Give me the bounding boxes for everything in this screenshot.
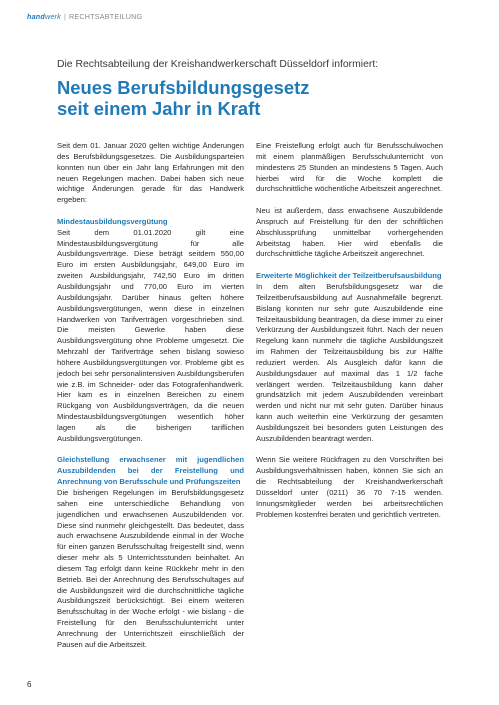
brand-name-light: werk <box>44 12 61 21</box>
section-paragraph-teilzeitberufsausbildung: In dem alten Berufsbildungsgesetz war die Teilzeitberufsausbildung auf Ausnahmefälle begrenzt. Bislang konnten nur sehr gute Auszubildende eine Teilzeitausbildung beantragen, da diese immer zu einer Verkürzung der Ausbildungszeit führt. Nach der neuen Regelung kann nunmehr die tägliche Ausbildungszeit im Rahmen der Teilzeitausbildung bis zur Hälfte reduziert werden. Als Ausgleich dafür kann die Ausbildungsdauer auf maximal das 1 1/2 fache verlängert werden. Teilzeitausbildung kann daher grundsätzlich mit jedem Auszubildenden vereinbart werden und nicht nur mit sehr guten. Darüber hinaus kann auch weiterhin eine Verkürzung der gesamten Ausbildungszeit bei besonders guten Leistungen des Auszubildenden beantragt werden. <box>256 281 443 443</box>
header-separator: | <box>63 12 67 21</box>
section-heading-teilzeitberufsausbildung: Erweiterte Möglichkeit der Teilzeitberufsausbildung <box>256 271 442 281</box>
section-paragraph-berufsschulwochen: Eine Freistellung erfolgt auch für Berufsschulwochen mit einem planmäßigen Berufsschulunterricht von mindestens 25 Stunden an mindestens 5 Tagen. Auch hierbei wird für die Woche komplett die durchschnittliche wöchentliche Arbeitszeit angerechnet. <box>256 141 443 194</box>
brand-name-bold: hand <box>27 12 45 21</box>
running-header <box>27 12 142 21</box>
section-paragraph-mindestausbildungsverguetung: Seit dem 01.01.2020 gilt eine Mindestausbildungsvergütung für alle Ausbildungsverträge. Diese beträgt seitdem 550,00 Euro im ersten Ausbildungsjahr, 649,00 Euro im zweiten Ausbildungsjahr, 742,50 Euro im dritten Ausbildungsjahr und 770,00 Euro im vierten Ausbildungsjahr. Darüber hinaus gelten höhere Ausbildungsvergütungen, wenn diese in einzelnen Handwerken von Tarifverträgen vorgeschrieben sind. Die meisten Gewerke haben diese Ausbildungsvergütung ohne Probleme umgesetzt. Die Mehrzahl der Tarifverträge sehen bislang sowieso höhere Ausbildungsvergütungen vor. Probleme gibt es jedoch bei sehr personalintensiven Ausbildungsberufen wie z.B. im Schneider- oder das Fotografenhandwerk. Hier kam es in einzelnen Bereichen zu einem Rückgang von Ausbildungsverträgen, da die neuen Mindestausbildungsvergütungen wesentlich höher lagen als die bisherigen tariflichen Ausbildungsvergütungen. <box>57 227 244 443</box>
section-heading-mindestausbildungsverguetung: Mindestausbildungsvergütung <box>57 216 168 226</box>
closing-paragraph: Wenn Sie weitere Rückfragen zu den Vorschriften bei Ausbildungsverhältnissen haben, können Sie sich an die Rechtsabteilung der Kreishandwerkerschaft Düsseldorf unter (0211) 36 70 7-15 wenden. Innungsmitglieder werden bei arbeitsrechtlichen Problemen kostenfrei beraten und gerichtlich vertreten. <box>256 455 443 519</box>
section-paragraph-gleichstellung: Die bisherigen Regelungen im Berufsbildungsgesetz sahen eine unterschiedliche Behandlung von jugendlichen und erwachsenen Auszubildenden vor. Diese sind nunmehr gleichgestellt. Das bedeutet, dass auch erwachsene Auszubildende einmal in der Woche für einen ganzen Berufsschultag freigestellt sind, wenn dieser mehr als 5 Unterrichtsstunden beinhaltet. An diesem Tag erfolgt dann keine Rückkehr mehr in den Betrieb. Bei der Anrechnung des Berufsschultages auf die Ausbildungszeit wird die durchschnittliche tägliche Ausbildungszeit berücksichtigt. Bei einem weiteren Berufsschultag in der Woche erfolgt - wie bislang - die Freistellung für den Berufsschulunterricht unter Anrechnung der Unterrichtszeit einschließlich der Pausen auf die Arbeitszeit. <box>57 488 244 649</box>
section-heading-gleichstellung: Gleichstellung erwachsener mit jugendlichen Auszubildenden bei der Freistellung und Anrechnung von Berufsschule und Prüfungszeiten <box>57 455 244 487</box>
left-column <box>57 141 244 651</box>
headline-line-2: seit einem Jahr in Kraft <box>57 98 261 119</box>
article-kicker: Die Rechtsabteilung der Kreishandwerkerschaft Düsseldorf informiert: <box>57 59 379 70</box>
page-number: 6 <box>27 680 32 689</box>
section-label: RECHTSABTEILUNG <box>69 12 143 21</box>
article-headline <box>57 77 309 119</box>
intro-paragraph: Seit dem 01. Januar 2020 gelten wichtige Änderungen des Berufsbildungsgesetzes. Die Ausbildungsparteien konnten nun über ein Jahr lang Erfahrungen mit den neuen Regelungen machen. Dabei haben sich neue wichtige Änderungen gerade für das Handwerk ergeben: <box>57 141 244 205</box>
section-paragraph-abschlusspruefung: Neu ist außerdem, dass erwachsene Auszubildende Anspruch auf Freistellung für den der schriftlichen Abschlussprüfung unmittelbar vorhergehenden Arbeitstag haben. Hier wird ebenfalls die durchschnittliche tägliche Arbeitszeit angerechnet. <box>256 206 443 259</box>
right-column <box>256 141 443 521</box>
headline-line-1: Neues Berufsbildungsgesetz <box>57 77 310 98</box>
